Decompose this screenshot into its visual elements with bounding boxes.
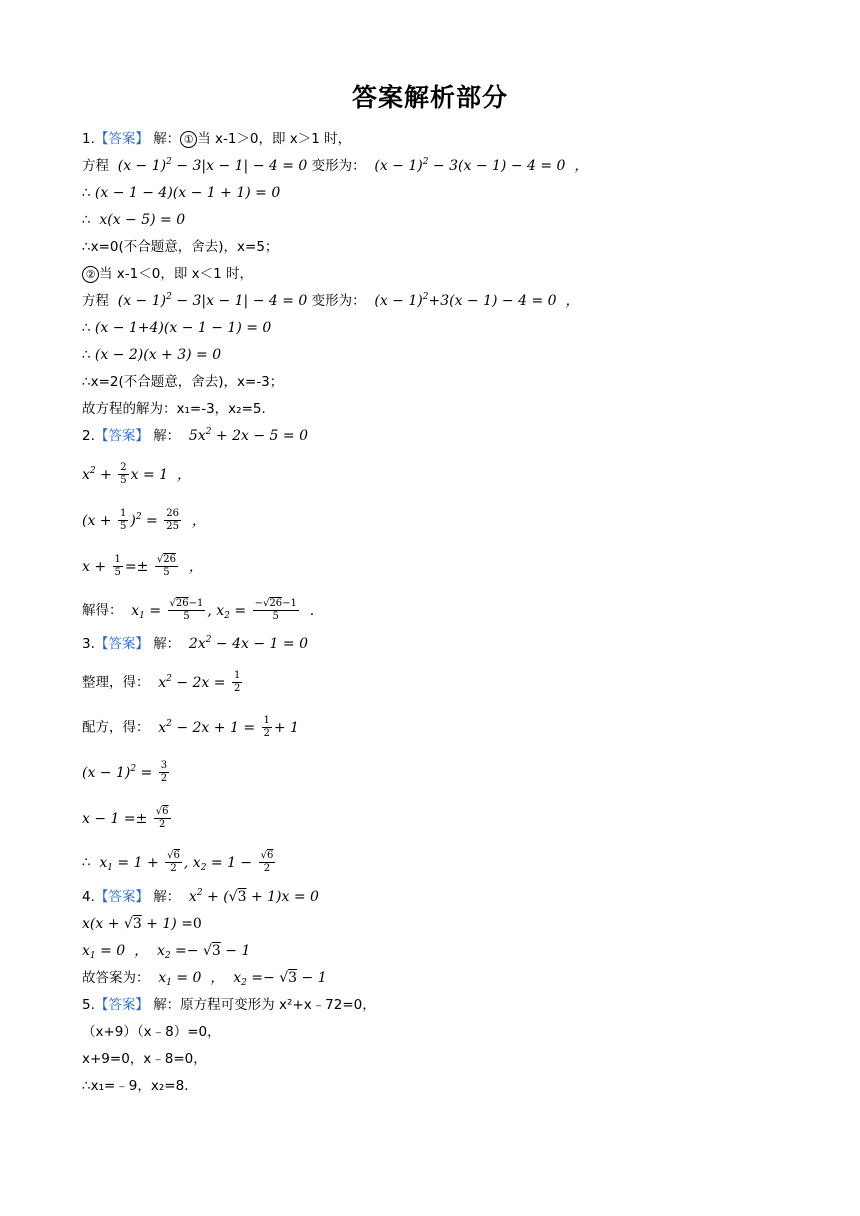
- answer-tag: 【答案】: [94, 428, 149, 444]
- q3-solution: $x_1 = 1$ + $\frac{√6}{2}$ , $x_2 = 1$ − $\frac{√6}{2}$: [94, 850, 274, 874]
- q3-line-5: [82, 806, 173, 831]
- q3-line-3: [82, 715, 299, 740]
- jie-label: 解：: [153, 428, 181, 444]
- therefore-symbol: ∴: [82, 854, 91, 871]
- q1-line-2: [82, 156, 588, 176]
- q4-step-1: x(x + √3 + 1) =0: [82, 916, 202, 932]
- q5-line-4: ∴x₁=﹣9，x₂=8．: [82, 1078, 198, 1094]
- q4-line-1: [82, 887, 319, 907]
- q2-line-3: [82, 508, 206, 533]
- q5-text-1: 解：原方程可变形为 x²+x﹣72=0，: [153, 997, 376, 1013]
- answer-tag: 【答案】: [94, 131, 149, 147]
- jie-label: 解：: [153, 131, 181, 147]
- q5-line-2: （x+9）（x﹣8）=0，: [82, 1024, 221, 1040]
- q2-line-2: [82, 462, 191, 487]
- q4-solution: $x_1 = 0$ ， $x_2 =- √3 - 1$: [153, 970, 327, 988]
- q1-line-5: ∴x=0(不合题意，舍去)，x=5；: [82, 239, 279, 255]
- therefore-symbol: ∴: [82, 185, 91, 201]
- q1-transformed-2: $(x - 1)^2+3(x - 1) - 4 = 0$ ，: [369, 292, 580, 309]
- q2-step-1: $x^2$ + $\frac{2}{5}$ x = 1 ，: [82, 462, 191, 486]
- q1-simplified: x(x − 5) = 0: [94, 212, 186, 228]
- q4-equation: $x^2 + (√3 + 1)x = 0$: [184, 888, 319, 905]
- q2-step-2: (x + $\frac{1}{5}$ )$^2$ = $\frac{26}{25}$ ，: [82, 508, 206, 532]
- q3-step-1: $x^2 - 2x$ = $\frac{1}{2}$: [153, 670, 241, 694]
- answer-tag: 【答案】: [94, 889, 149, 905]
- q3-line-4: [82, 760, 171, 785]
- q1-transformed: $(x - 1)^2 - 3(x - 1) - 4 = 0$ ，: [369, 157, 589, 174]
- q1-number: 1.: [82, 131, 95, 147]
- q1-case1-text: 当 x-1＞0，即 x＞1 时，: [197, 131, 352, 147]
- q1-simplified-2: (x − 2)(x + 3) = 0: [94, 347, 222, 363]
- q2-number: 2.: [82, 428, 95, 444]
- circled-two: ②: [82, 266, 99, 283]
- q1-line-3: [82, 183, 280, 203]
- bian-label: 变形为：: [311, 293, 366, 309]
- q1-line-7: [82, 291, 579, 311]
- jie-label: 解：: [153, 636, 181, 652]
- therefore-symbol: ∴: [82, 212, 91, 228]
- q3-step-3: $(x - 1)^2$ = $\frac{3}{2}$: [82, 760, 168, 784]
- q3-equation: $2x^2 - 4x - 1 = 0$: [184, 635, 308, 652]
- page-title: 答案解析部分: [351, 83, 508, 112]
- q2-line-5: [82, 598, 314, 623]
- q3-step-4: x − 1 =± $\frac{√6}{2}$: [82, 806, 169, 830]
- q3-line-6: [82, 850, 277, 875]
- q1-line-10: ∴x=2(不合题意，舍去)，x=-3；: [82, 374, 284, 390]
- answer-tag: 【答案】: [94, 997, 149, 1013]
- q4-line-2: [82, 914, 202, 934]
- q1-line-4: [82, 210, 185, 230]
- q3-line-2: [82, 670, 244, 695]
- bian-label: 变形为：: [311, 158, 366, 174]
- answer-tag: 【答案】: [94, 636, 149, 652]
- q3-number: 3.: [82, 636, 95, 652]
- q4-number: 4.: [82, 889, 95, 905]
- q1-line-6: [82, 264, 253, 284]
- q2-step-3: x + $\frac{1}{5}$ =± $\frac{√26}{5}$ ，: [82, 554, 203, 578]
- fangcheng-label: 方程: [82, 158, 109, 174]
- q1-equation: $(x - 1)^2 - 3|x - 1| - 4 = 0$: [113, 157, 308, 174]
- q5-number: 5.: [82, 997, 95, 1013]
- circled-one: ①: [180, 131, 197, 148]
- q2-equation: $5x^2 + 2x - 5 = 0$: [184, 427, 308, 444]
- q2-line-1: [82, 426, 308, 446]
- peifang-label: 配方，得：: [82, 719, 150, 736]
- q1-final: 故方程的解为：x₁=-3，x₂=5．: [82, 401, 275, 417]
- q1-factored: (x − 1 − 4)(x − 1 + 1) = 0: [94, 185, 281, 201]
- guda-label: 故答案为：: [82, 970, 150, 986]
- jie-label: 解：: [153, 889, 181, 905]
- therefore-symbol: ∴: [82, 320, 91, 336]
- zhengli-label: 整理，得：: [82, 674, 150, 691]
- q3-step-2: $x^2 - 2x + 1$ = $\frac{1}{2}$ + 1: [153, 715, 299, 739]
- jiede-label: 解得：: [82, 602, 123, 619]
- q1-line-1: [82, 129, 351, 149]
- q3-line-1: [82, 634, 308, 654]
- q2-solution: $x_1$ = $\frac{√26-1}{5}$ , $x_2$ = $\frac{-√26-1}{5}$ .: [126, 598, 315, 622]
- q5-line-3: x+9=0，x﹣8=0，: [82, 1051, 207, 1067]
- q4-line-4: [82, 968, 327, 988]
- q1-line-8: [82, 318, 271, 338]
- q5-line-1: [82, 995, 376, 1015]
- fangcheng-label: 方程: [82, 293, 109, 309]
- q2-line-4: [82, 554, 203, 579]
- q1-case2-text: 当 x-1＜0，即 x＜1 时，: [99, 266, 253, 282]
- q1-equation-2: $(x - 1)^2 - 3|x - 1| - 4 = 0$: [113, 292, 308, 309]
- q4-step-2: $x_1 = 0$ ， $x_2 =- √3 - 1$: [82, 943, 251, 961]
- q4-line-3: [82, 941, 250, 961]
- q1-factored-2: (x − 1+4)(x − 1 − 1) = 0: [94, 320, 272, 336]
- q1-line-9: [82, 345, 221, 365]
- therefore-symbol: ∴: [82, 347, 91, 363]
